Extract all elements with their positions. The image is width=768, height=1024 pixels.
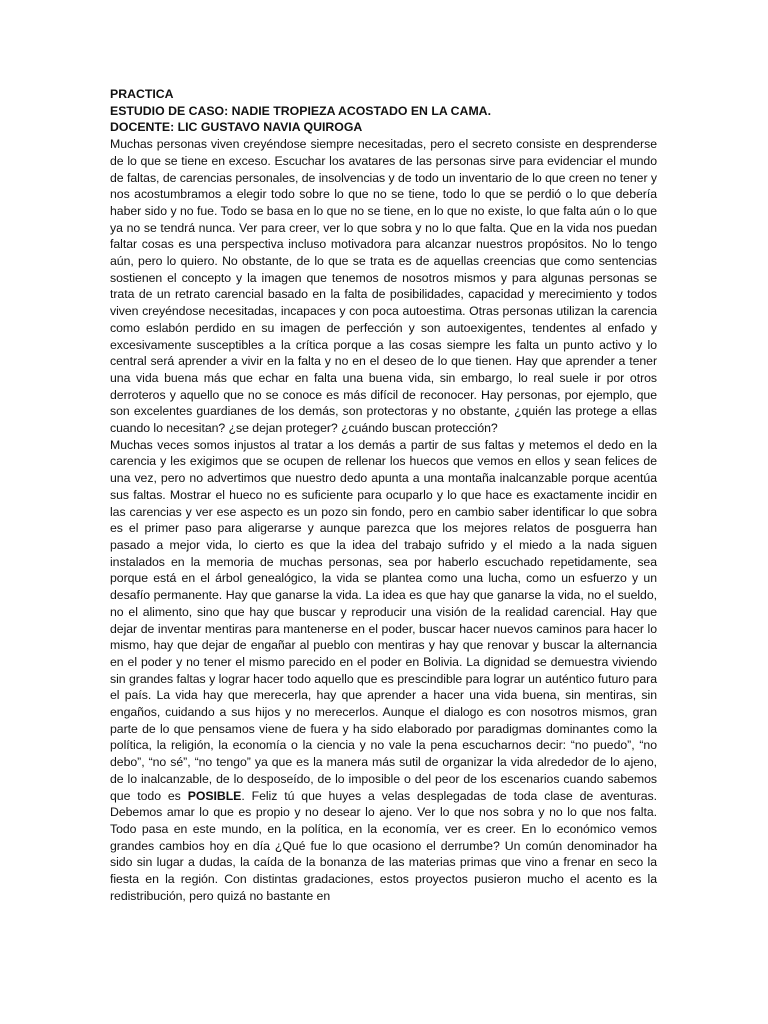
case-study-heading: ESTUDIO DE CASO: NADIE TROPIEZA ACOSTADO EN LA CAMA. [110, 103, 491, 118]
paragraph-2-text-end: . Feliz tú que huyes a velas desplegadas de toda clase de aventuras. Debemos amar lo que es propio y no desear lo ajeno. Ver lo que nos sobra y no lo que nos falta. Todo pasa en este mundo, en la política, en la economía, ver es creer. En lo económico vemos grandes cambios hoy en día ¿Qué fue lo que ocasiono el derrumbe? Un común denominador ha sido sin lugar a dudas, la caída de la bonanza de las materias primas que vino a frenar en seco la fiesta en la región. Con distintas gradaciones, estos proyectos pusieron mucho el acento es la redistribución, pero quizá no bastante en [110, 788, 657, 903]
paragraph-2 [110, 437, 657, 905]
teacher-heading: DOCENTE: LIC GUSTAVO NAVIA QUIROGA [110, 120, 363, 135]
paragraph-1: Muchas personas viven creyéndose siempre necesitadas, pero el secreto consiste en desprenderse de lo que se tiene en exceso. Escuchar los avatares de las personas sirve para evidenciar el mundo de faltas, de carencias personales, de insolvencias y de todo un inventario de lo que creen no tener y nos acostumbramos a elegir todo sobre lo que no se tiene, todo lo que se perdió o lo que debería haber sido y no fue. Todo se basa en lo que no se tiene, en lo que no existe, lo que falta aún o lo que ya no se tendrá nunca. Ver para creer, ver lo que sobra y no lo que falta. Que en la vida nos puedan faltar cosas es una perspectiva incluso motivadora para alcanzar nuestros propósitos. No lo tengo aún, pero lo quiero. No obstante, de lo que se trata es de aquellas creencias que como sentencias sostienen el concepto y la imagen que tenemos de nosotros mismos y para algunas personas se trata de un retrato carencial basado en la falta de posibilidades, capacidad y merecimiento y todos viven creyéndose necesitadas, incapaces y con poca autoestima. Otras personas utilizan la carencia como eslabón perdido en su imagen de perfección y son autoexigentes, tendentes al enfado y excesivamente susceptibles a la crítica porque a las cosas siempre les falta un punto activo y lo central será aprender a vivir en la falta y no en el deseo de lo que tienen. Hay que aprender a tener una vida buena más que echar en falta una buena vida, sin embargo, lo real suele ir por otros derroteros y aquello que no se conoce es más difícil de reconocer. Hay personas, por ejemplo, que son excelentes guardianes de los demás, son protectoras y no obstante, ¿quién las protege a ellas cuando lo necesitan? ¿se dejan proteger? ¿cuándo buscan protección? [110, 137, 657, 436]
document-page [110, 86, 657, 904]
paragraph-2-bold-word: POSIBLE [187, 788, 242, 803]
paragraph-2-text-start: Muchas veces somos injustos al tratar a los demás a partir de sus faltas y metemos el dedo en la carencia y les exigimos que se ocupen de rellenar los huecos que vemos en ellos y sean felices de una vez, pero no advertimos que nuestro dedo apunta a una montaña inalcanzable porque acentúa sus faltas. Mostrar el hueco no es suficiente para ocuparlo y lo que hace es exactamente incidir en las carencias y ver ese aspecto es un pozo sin fondo, pero en cambio saber identificar lo que sobra es el primer paso para aligerarse y aunque parezca que los mejores relatos de posguerra han pasado a mejor vida, lo cierto es que la idea del trabajo sufrido y el miedo a la nada siguen instalados en la memoria de muchas personas, sea por haberlo escuchado repetidamente, sea porque está en el árbol genealógico, la vida se plantea como una lucha, como un esfuerzo y un desafío permanente. Hay que ganarse la vida. La idea es que hay que ganarse la vida, no el sueldo, no el alimento, sino que hay que buscar y reproducir una visión de la realidad carencial. Hay que dejar de inventar mentiras para mantenerse en el poder, buscar hacer nuevos caminos para hacer lo mismo, hay que dejar de engañar al pueblo con mentiras y hay que renovar y buscar la alternancia en el poder y no tener el mismo parecido en el poder en Bolivia. La dignidad se demuestra viviendo sin grandes faltas y lograr hacer todo aquello que es prescindible para lograr un auténtico futuro para el país. La vida hay que merecerla, hay que aprender a hacer una vida buena, sin mentiras, sin engaños, cuidando a sus hijos y no merecerlos. Aunque el dialogo es con nosotros mismos, gran parte de lo que pensamos viene de fuera y ha sido elaborado por paradigmas dominantes como la política, la religión, la economía o la ciencia y no vale la pena escucharnos decir: “no puedo”, “no debo”, “no sé”, “no tengo” ya que es la manera más sutil de organizar la vida alrededor de lo ajeno, de lo inalcanzable, de lo desposeído, de lo imposible o del peor de los escenarios cuando sabemos que todo es [110, 437, 657, 803]
document-title: PRACTICA [110, 87, 174, 101]
